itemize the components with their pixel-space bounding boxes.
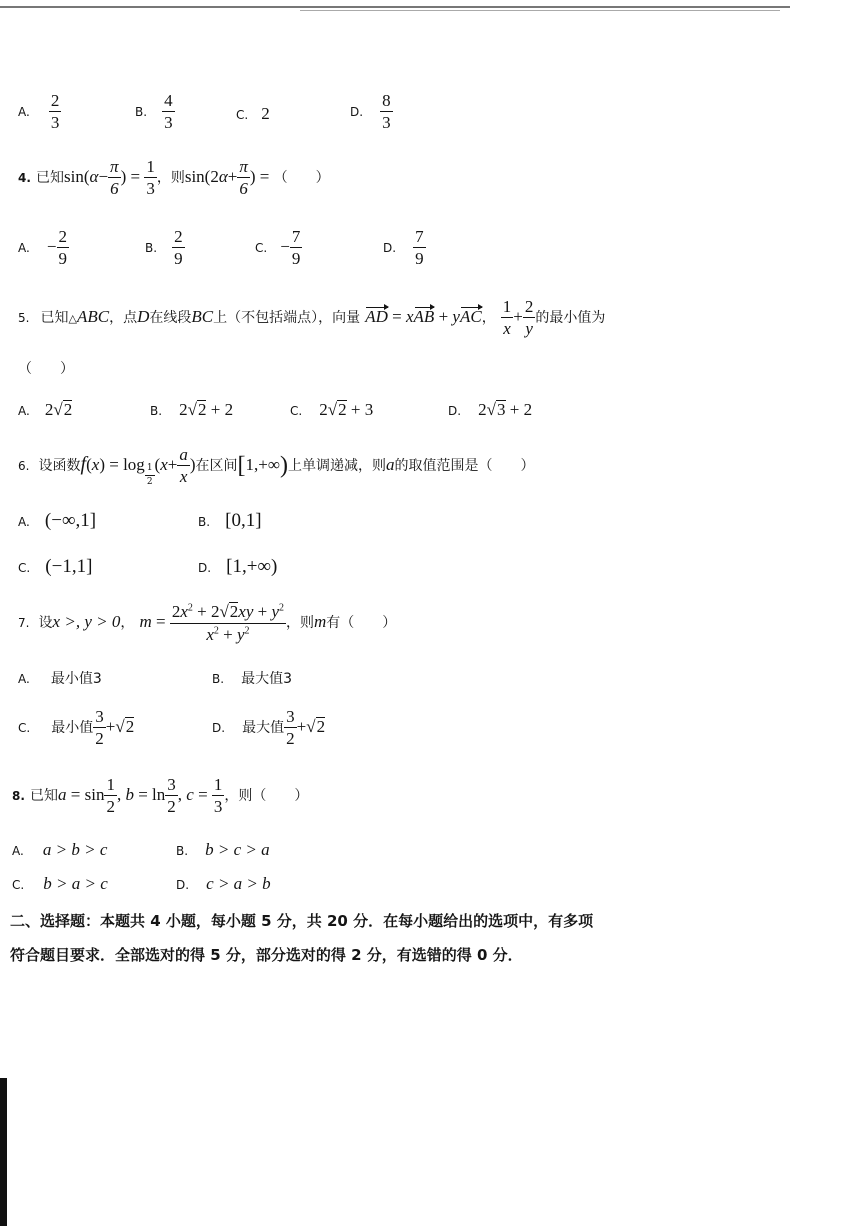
math-var: ABC [77, 307, 110, 326]
stem-text: 上单调递减，则 [288, 458, 386, 474]
q3-option-a [18, 92, 61, 131]
option-value: 最大值 [242, 720, 285, 736]
q4-option-c: C. − $\frac{7}{9}$ [255, 227, 301, 268]
answer-blank: （ ） [18, 361, 74, 377]
stem-text: ，则（ ） [224, 788, 309, 804]
section-heading-line1: 二、选择题：本题共 4 小题，每小题 5 分，共 20 分．在每小题给出的选项中，有多项 [10, 912, 594, 930]
math-var: f [80, 453, 87, 475]
q8-stem: 8. 已知a = sin $\frac{1}{2}$ , b = ln $\frac{3}{2}$ , c = $\frac{1}{3}$ ，则（ ） [12, 775, 309, 816]
option-value: [0,1] [225, 510, 262, 531]
q3-option-c [236, 104, 270, 124]
stem-text: 设 [38, 614, 53, 631]
condition: x >, y > 0 [52, 611, 121, 631]
vector-AC: AC [459, 307, 482, 326]
log-function: log [123, 455, 145, 474]
vector-AB: AB [413, 307, 435, 326]
q8-option-b [176, 840, 270, 860]
option-value: b > c > a [205, 840, 270, 859]
option-label: B. [145, 241, 158, 255]
option-label: C. [290, 404, 303, 418]
option-label: B. [212, 672, 225, 686]
option-label: D. [383, 241, 397, 255]
fraction: $\frac{2}{9}$ [174, 227, 183, 268]
fraction: $\frac{3}{2}$ [167, 775, 176, 816]
option-label: C. [236, 108, 249, 122]
q5-option-c: C. 2√2 + 3 [290, 400, 374, 419]
option-value: 2 [261, 104, 270, 123]
q7-option-b [212, 668, 292, 688]
option-value: 最小值 [51, 720, 94, 736]
math-var: a [386, 455, 395, 474]
option-label: D. [198, 561, 212, 575]
fraction: $\frac{4}{3}$ [164, 91, 173, 132]
option-value: b > a > c [43, 874, 108, 893]
q7-option-a [18, 668, 102, 688]
math-var: m [139, 611, 152, 631]
stem-text: ，点 [109, 310, 138, 326]
option-value: (−1,1] [45, 556, 93, 577]
q4-option-d [383, 228, 426, 267]
q7-option-c: C. 最小值 $\frac{3}{2}$ +√2 [18, 707, 135, 748]
option-label: A. [18, 105, 30, 119]
fraction: $\frac{3}{2}$ [286, 707, 295, 748]
scan-top-border-secondary [300, 10, 780, 11]
option-label: A. [18, 241, 30, 255]
option-label: C. [12, 878, 25, 892]
option-value: c > a > b [206, 874, 271, 893]
option-label: D. [212, 721, 226, 735]
option-value: [1,+∞) [226, 556, 278, 577]
option-label: B. [150, 404, 163, 418]
stem-text: 的取值范围是（ ） [394, 458, 535, 474]
stem-text: ，则 [286, 614, 315, 631]
fraction: $\frac{7}{9}$ [291, 227, 301, 268]
stem-text: 在线段 [149, 310, 192, 326]
q6-option-c [18, 556, 92, 578]
option-label: C. [18, 561, 31, 575]
fraction: $\frac{3}{2}$ [95, 707, 104, 748]
stem-text: 的最小值为 [535, 310, 606, 326]
option-value: (−∞,1] [44, 510, 97, 531]
fraction: $\frac{2}{3}$ [50, 91, 60, 132]
triangle-symbol: △ [68, 312, 78, 325]
option-label: B. [135, 105, 148, 119]
fraction-expression: $\frac{2x^2 + 2√2xy + y^2}{x^2 + y^2}$ [171, 602, 285, 644]
fraction: $\frac{\pi}{6}$ [110, 157, 119, 198]
stem-text: 已知 [36, 170, 65, 186]
q6-stem: 6. 设函数f(x) = log $\frac{1}{2}$ (x+ $\frac{a}{x}$ )在区间[1,+∞)上单调递减，则a的取值范围是（ ） [18, 445, 535, 487]
question-number: 6. [18, 459, 30, 473]
q5-stem: 5. 已知△ABC，点D在线段BC上（不包括端点），向量 AD = xAB + yAC， $\frac{1}{x}$ + $\frac{2}{y}$ 的最小值为 [18, 297, 606, 338]
fraction: $\frac{2}{9}$ [58, 227, 67, 268]
fraction: $\frac{8}{3}$ [382, 91, 391, 132]
option-label: C. [18, 721, 31, 735]
stem-text: 已知 [30, 788, 59, 804]
q6-option-d [198, 556, 277, 578]
q7-stem: 7. 设x >, y > 0， m = $\frac{2x^2 + 2√2xy + y^2}{x^2 + y^2}$ ，则m有（ ） [18, 602, 397, 644]
q8-option-d [176, 874, 271, 894]
question-number: 8. [12, 789, 25, 803]
option-label: D. [176, 878, 190, 892]
fraction: $\frac{a}{x}$ [179, 445, 188, 486]
option-value: 最大值3 [241, 671, 293, 687]
fraction: $\frac{2}{y}$ [524, 297, 534, 338]
option-label: B. [198, 515, 211, 529]
option-label: D. [350, 105, 364, 119]
question-number: 7. [18, 615, 30, 630]
q3-option-b [135, 92, 175, 131]
option-value: 最小值3 [50, 671, 102, 687]
fraction: $\frac{1}{3}$ [213, 775, 223, 816]
math-var: BC [191, 307, 214, 326]
fraction: $\frac{1}{2}$ [106, 775, 115, 816]
stem-text: 已知 [40, 310, 69, 326]
option-label: C. [255, 241, 268, 255]
q4-stem: 4. 已知sin(α− $\frac{\pi}{6}$ ) = $\frac{1}{3}$ ，则sin(2α+ $\frac{\pi}{6}$ ) = （ ） [18, 157, 330, 198]
stem-text: 在区间 [195, 458, 238, 474]
stem-text: 有（ ） [326, 614, 397, 631]
fraction: $\frac{\pi}{6}$ [239, 157, 248, 198]
vector-AD: AD [365, 307, 388, 326]
q8-option-c [12, 874, 108, 894]
fraction: $\frac{7}{9}$ [415, 227, 424, 268]
scan-top-border [0, 6, 790, 8]
q5-option-d: D. 2√3 + 2 [448, 400, 533, 419]
scan-left-edge-shadow [0, 1078, 7, 1226]
question-number: 4. [18, 171, 31, 185]
option-label: A. [12, 844, 24, 858]
fraction: $\frac{1}{3}$ [146, 157, 155, 198]
option-value: a > b > c [42, 840, 108, 859]
q7-option-d: D. 最大值 $\frac{3}{2}$ +√2 [212, 707, 326, 748]
option-label: D. [448, 404, 462, 418]
option-label: A. [18, 404, 30, 418]
q3-option-d [350, 92, 393, 131]
option-label: A. [18, 672, 30, 686]
q6-option-a [18, 510, 96, 532]
q8-option-a [12, 840, 107, 860]
stem-text: 设函数 [38, 458, 81, 474]
option-label: A. [18, 515, 30, 529]
answer-blank: （ ） [273, 170, 330, 186]
q5-option-a: A. 2√2 [18, 400, 73, 419]
q4-option-b [145, 228, 185, 267]
q5-option-b: B. 2√2 + 2 [150, 400, 234, 419]
math-var: D [137, 307, 150, 326]
stem-text: ，则 [156, 170, 185, 186]
log-base-fraction: $\frac{1}{2}$ [146, 463, 153, 487]
q4-option-a: A. − $\frac{2}{9}$ [18, 227, 67, 268]
stem-text: 上（不包括端点），向量 [213, 310, 361, 326]
section-heading-line2: 符合题目要求．全部选对的得 5 分，部分选对的得 2 分，有选错的得 0 分． [10, 946, 523, 964]
option-label: B. [176, 844, 189, 858]
fraction: $\frac{1}{x}$ [502, 297, 512, 338]
q6-option-b [198, 510, 262, 532]
question-number: 5. [18, 311, 30, 325]
